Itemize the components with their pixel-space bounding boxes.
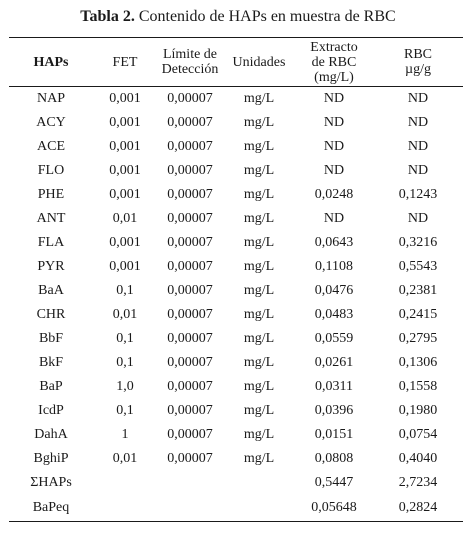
header-haps: HAPs bbox=[33, 54, 69, 70]
cell-hap: ACE bbox=[37, 139, 65, 154]
cell-fet: 0,1 bbox=[116, 331, 134, 346]
cell-limite: 0,00007 bbox=[167, 427, 213, 442]
cell-limite bbox=[157, 495, 223, 522]
cell-limite: 0,00007 bbox=[167, 259, 213, 274]
cell-rbc: 0,2795 bbox=[398, 331, 438, 346]
cell-hap: BghiP bbox=[33, 451, 69, 466]
cell-unidades: mg/L bbox=[243, 379, 275, 394]
cell-extracto: 0,0311 bbox=[315, 379, 353, 394]
cell-limite bbox=[157, 471, 223, 495]
cell-extracto: 0,5447 bbox=[314, 475, 354, 490]
cell-limite: 0,00007 bbox=[167, 379, 213, 394]
cell-rbc: 0,2415 bbox=[398, 307, 438, 322]
cell-unidades bbox=[223, 471, 295, 495]
cell-fet: 0,01 bbox=[112, 211, 138, 226]
cell-extracto: 0,0559 bbox=[314, 331, 354, 346]
hap-table bbox=[9, 37, 463, 522]
cell-fet: 0,001 bbox=[109, 91, 141, 106]
cell-extracto: 0,0808 bbox=[314, 451, 354, 466]
table-row bbox=[9, 183, 463, 207]
cell-limite: 0,00007 bbox=[167, 211, 213, 226]
table-row bbox=[9, 423, 463, 447]
cell-extracto: 0,0248 bbox=[314, 187, 354, 202]
cell-hap: BaA bbox=[38, 283, 64, 298]
cell-extracto: 0,1108 bbox=[315, 259, 353, 274]
cell-rbc: 0,1980 bbox=[398, 403, 438, 418]
cell-rbc: 0,4040 bbox=[398, 451, 438, 466]
cell-limite: 0,00007 bbox=[167, 355, 213, 370]
cell-fet: 0,001 bbox=[109, 115, 141, 130]
cell-hap: NAP bbox=[36, 91, 65, 106]
cell-hap: PHE bbox=[37, 187, 65, 202]
table-row bbox=[9, 231, 463, 255]
cell-extracto: ND bbox=[323, 211, 345, 226]
cell-unidades: mg/L bbox=[243, 235, 275, 250]
cell-hap: IcdP bbox=[38, 403, 64, 418]
cell-unidades: mg/L bbox=[243, 307, 275, 322]
cell-hap: ΣHAPs bbox=[30, 475, 72, 490]
cell-extracto: 0,0643 bbox=[314, 235, 354, 250]
cell-unidades: mg/L bbox=[243, 355, 275, 370]
cell-unidades bbox=[223, 495, 295, 522]
table-row bbox=[9, 135, 463, 159]
caption-text: Contenido de HAPs en muestra de RBC bbox=[138, 8, 396, 25]
cell-unidades: mg/L bbox=[243, 163, 275, 178]
cell-hap: ACY bbox=[36, 115, 66, 130]
header-fet: FET bbox=[112, 54, 138, 70]
cell-limite: 0,00007 bbox=[167, 91, 213, 106]
cell-extracto: 0,0261 bbox=[314, 355, 354, 370]
cell-hap: BaP bbox=[39, 379, 63, 394]
cell-rbc: 0,0754 bbox=[398, 427, 438, 442]
cell-hap: PYR bbox=[37, 259, 65, 274]
table-row bbox=[9, 87, 463, 112]
cell-unidades: mg/L bbox=[243, 115, 275, 130]
cell-rbc: ND bbox=[407, 139, 429, 154]
table-row bbox=[9, 351, 463, 375]
table-row bbox=[9, 399, 463, 423]
cell-limite: 0,00007 bbox=[167, 307, 213, 322]
table-row bbox=[9, 495, 463, 522]
cell-unidades: mg/L bbox=[243, 451, 275, 466]
cell-limite: 0,00007 bbox=[167, 139, 213, 154]
cell-rbc: 0,2381 bbox=[398, 283, 438, 298]
header-unidades: Unidades bbox=[232, 54, 286, 70]
cell-fet: 0,1 bbox=[116, 355, 134, 370]
table-row bbox=[9, 447, 463, 471]
cell-rbc: 0,1243 bbox=[398, 187, 438, 202]
cell-fet: 0,001 bbox=[109, 163, 141, 178]
table-header-row bbox=[9, 38, 463, 87]
cell-hap: FLO bbox=[37, 163, 65, 178]
cell-extracto: ND bbox=[323, 163, 345, 178]
cell-extracto: 0,0151 bbox=[314, 427, 354, 442]
cell-rbc: 0,1306 bbox=[398, 355, 438, 370]
cell-unidades: mg/L bbox=[243, 91, 275, 106]
table-row bbox=[9, 279, 463, 303]
cell-extracto: 0,0476 bbox=[314, 283, 354, 298]
cell-fet: 0,1 bbox=[116, 283, 134, 298]
cell-unidades: mg/L bbox=[243, 427, 275, 442]
cell-unidades: mg/L bbox=[243, 187, 275, 202]
cell-fet: 0,001 bbox=[109, 259, 141, 274]
cell-fet: 0,001 bbox=[109, 139, 141, 154]
cell-limite: 0,00007 bbox=[167, 451, 213, 466]
cell-rbc: ND bbox=[407, 211, 429, 226]
table-row bbox=[9, 159, 463, 183]
cell-limite: 0,00007 bbox=[167, 283, 213, 298]
table-row bbox=[9, 303, 463, 327]
table-body bbox=[9, 87, 463, 522]
cell-extracto: ND bbox=[323, 115, 345, 130]
cell-extracto: 0,0483 bbox=[314, 307, 354, 322]
cell-fet: 1,0 bbox=[116, 379, 134, 394]
cell-rbc: 2,7234 bbox=[398, 475, 438, 490]
cell-limite: 0,00007 bbox=[167, 115, 213, 130]
cell-unidades: mg/L bbox=[243, 283, 275, 298]
cell-limite: 0,00007 bbox=[167, 403, 213, 418]
header-rbc: RBC µg/g bbox=[403, 47, 432, 77]
cell-extracto: 0,0396 bbox=[314, 403, 354, 418]
cell-unidades: mg/L bbox=[243, 211, 275, 226]
cell-unidades: mg/L bbox=[243, 139, 275, 154]
cell-fet bbox=[93, 471, 157, 495]
cell-fet: 0,1 bbox=[116, 403, 134, 418]
cell-fet: 0,001 bbox=[109, 187, 141, 202]
cell-limite: 0,00007 bbox=[167, 331, 213, 346]
cell-extracto: ND bbox=[323, 91, 345, 106]
table-row bbox=[9, 207, 463, 231]
table-row bbox=[9, 327, 463, 351]
cell-hap: DahA bbox=[34, 427, 68, 442]
cell-rbc: 0,3216 bbox=[398, 235, 438, 250]
cell-hap: ANT bbox=[36, 211, 66, 226]
cell-rbc: ND bbox=[407, 91, 429, 106]
cell-rbc: 0,1558 bbox=[398, 379, 438, 394]
cell-fet: 0,01 bbox=[112, 307, 138, 322]
cell-rbc: ND bbox=[407, 115, 429, 130]
caption-label: Tabla 2. bbox=[80, 8, 135, 25]
table-caption bbox=[0, 7, 476, 27]
cell-extracto: ND bbox=[323, 139, 345, 154]
cell-unidades: mg/L bbox=[243, 403, 275, 418]
cell-extracto: 0,05648 bbox=[311, 500, 357, 515]
cell-rbc: 0,2824 bbox=[398, 500, 438, 515]
cell-unidades: mg/L bbox=[243, 331, 275, 346]
cell-limite: 0,00007 bbox=[167, 187, 213, 202]
cell-hap: CHR bbox=[36, 307, 66, 322]
cell-hap: BaPeq bbox=[32, 500, 70, 515]
cell-hap: FLA bbox=[37, 235, 65, 250]
header-extracto-rbc: Extracto de RBC (mg/L) bbox=[310, 39, 358, 85]
cell-hap: BkF bbox=[38, 355, 64, 370]
cell-hap: BbF bbox=[38, 331, 64, 346]
cell-fet: 0,001 bbox=[109, 235, 141, 250]
cell-rbc: ND bbox=[407, 163, 429, 178]
header-limite-deteccion: Límite de Detección bbox=[161, 47, 219, 77]
cell-rbc: 0,5543 bbox=[398, 259, 438, 274]
cell-fet bbox=[93, 495, 157, 522]
cell-unidades: mg/L bbox=[243, 259, 275, 274]
table-row bbox=[9, 375, 463, 399]
table-row bbox=[9, 255, 463, 279]
cell-limite: 0,00007 bbox=[167, 163, 213, 178]
cell-limite: 0,00007 bbox=[167, 235, 213, 250]
cell-fet: 1 bbox=[121, 427, 129, 442]
cell-fet: 0,01 bbox=[112, 451, 138, 466]
table-row bbox=[9, 111, 463, 135]
table-row bbox=[9, 471, 463, 495]
